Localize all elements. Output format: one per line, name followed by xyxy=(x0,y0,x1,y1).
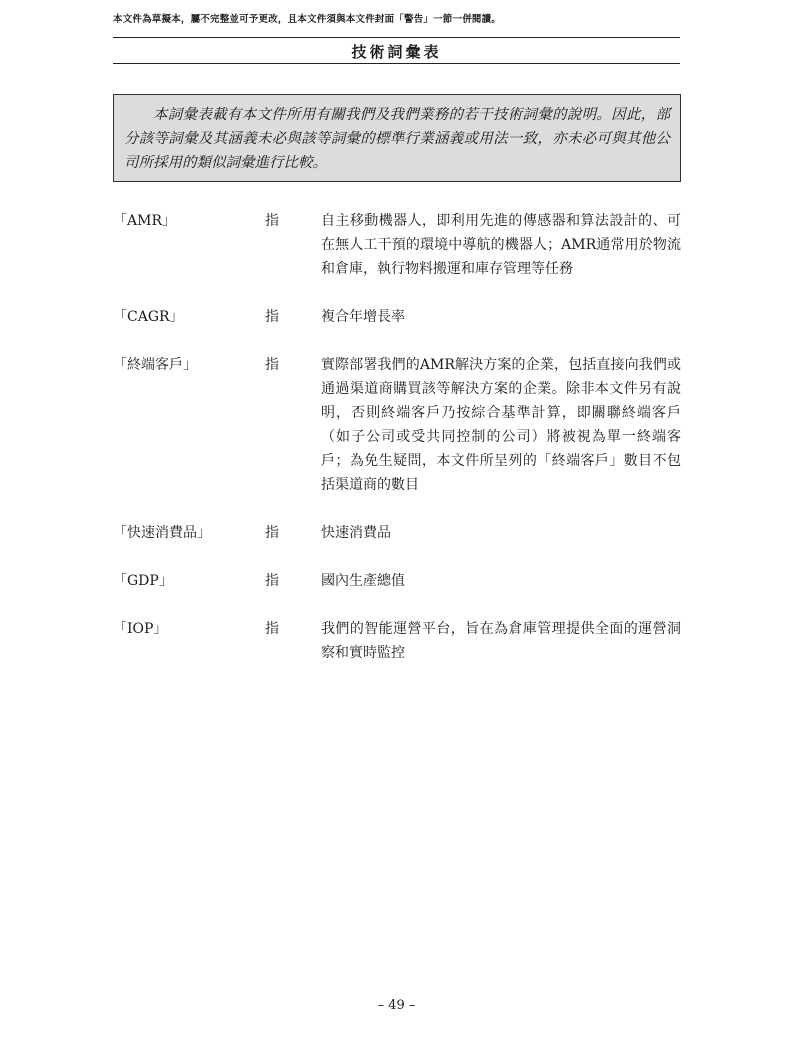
glossary-ref: 指 xyxy=(265,309,279,325)
glossary-definition: 國內生產總值 xyxy=(321,573,405,589)
glossary-ref: 指 xyxy=(265,525,279,541)
glossary-ref: 指 xyxy=(265,357,279,373)
glossary-definition: 快速消費品 xyxy=(321,525,391,541)
intro-text: 本詞彙表載有本文件所用有關我們及我們業務的若干技術詞彙的說明。因此，部分該等詞彙及其涵義未必與該等詞彙的標準行業涵義或用法一致，亦未必可與其他公司所採用的類似詞彙進行比較。 xyxy=(124,107,670,171)
page-number: – 49 – xyxy=(377,998,416,1013)
glossary-ref: 指 xyxy=(265,621,279,637)
glossary-ref: 指 xyxy=(265,213,279,229)
glossary-definition: 複合年增長率 xyxy=(321,309,405,325)
glossary-term: 「AMR」 xyxy=(113,213,176,229)
header-rule-top xyxy=(113,37,680,38)
intro-box xyxy=(113,94,681,182)
draft-notice: 本文件為草擬本，屬不完整並可予更改，且本文件須與本文件封面「警告」一節一併閱讀。 xyxy=(113,14,502,25)
glossary-term: 「GDP」 xyxy=(113,573,173,589)
page-title: 技術詞彙表 xyxy=(351,43,442,61)
glossary-definition: 實際部署我們的AMR解決方案的企業，包括直接向我們或通過渠道商購買該等解決方案的企業。除非本文件另有說明，否則終端客戶乃按綜合基準計算，即關聯終端客戶（如子公司或受共同控制的公司）將被視為單一終端客戶；為免生疑問，本文件所呈列的「終端客戶」數目不包括渠道商的數目 xyxy=(321,357,681,493)
glossary-ref: 指 xyxy=(265,573,279,589)
glossary-term: 「CAGR」 xyxy=(113,309,184,325)
glossary-term: 「快速消費品」 xyxy=(113,525,211,541)
glossary-term: 「終端客戶」 xyxy=(113,357,197,373)
glossary-definition: 我們的智能運營平台，旨在為倉庫管理提供全面的運營洞察和實時監控 xyxy=(321,621,681,661)
glossary-definition: 自主移動機器人，即利用先進的傳感器和算法設計的、可在無人工干預的環境中導航的機器人；AMR通常用於物流和倉庫，執行物料搬運和庫存管理等任務 xyxy=(321,213,681,277)
glossary-term: 「IOP」 xyxy=(113,621,168,637)
header-rule-bottom xyxy=(113,63,680,64)
